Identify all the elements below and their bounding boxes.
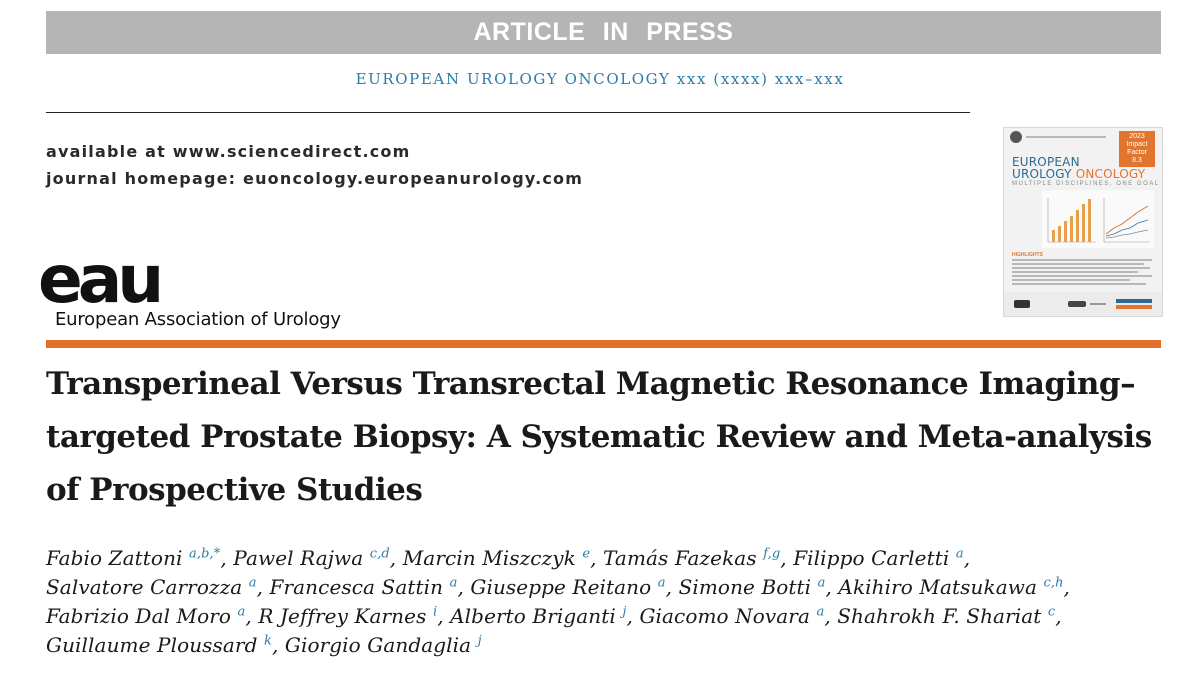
author-affiliation-link[interactable]: a [237,604,246,620]
author-affiliation-link[interactable]: i [432,604,438,620]
badge-year: 2023 [1129,133,1145,140]
author-entry [793,546,964,570]
author-name[interactable]: Fabrizio Dal Moro [46,604,232,628]
sciencedirect-link[interactable]: available at www.sciencedirect.com [46,142,411,161]
cover-highlight-line [1012,279,1130,281]
author-entry [258,604,437,628]
author-name[interactable]: Shahrokh F. Shariat [837,604,1042,628]
author-name[interactable]: Giuseppe Reitano [470,575,652,599]
author-entry [46,546,220,570]
author-entry [270,575,458,599]
author-entry [46,575,257,599]
author-affiliation-link[interactable]: k [263,633,272,649]
eau-logo-text: eau [38,250,160,308]
cover-title-line1: EUROPEAN [1012,155,1080,169]
journal-citation-line: EUROPEAN UROLOGY ONCOLOGY xxx (xxxx) xxx–xxx [355,70,845,88]
author-name[interactable]: Francesca Sattin [269,575,444,599]
cover-highlight-line [1012,275,1152,277]
author-name[interactable]: Fabio Zattoni [46,546,183,570]
elsevier-tree-icon [1010,131,1022,143]
cover-highlight-line [1012,259,1152,261]
author-entry [679,575,826,599]
publisher-name: European Association of Urology [55,309,341,330]
cover-footer-logos-icon [1004,292,1162,316]
article-in-press-banner: ARTICLE IN PRESS [46,11,1161,54]
journal-cover-thumbnail[interactable] [1003,127,1163,317]
author-affiliation-link[interactable]: a [248,575,257,591]
author-entry [837,604,1055,628]
author-name[interactable]: Tamás Fazekas [603,546,757,570]
cover-subtitle: MULTIPLE DISCIPLINES, ONE GOAL [1012,181,1160,187]
author-entry [450,604,626,628]
author-entry [403,546,590,570]
author-list: Fabio Zattoni $^{a,b,*}$, Pawel Rajwa $^{c,d}$, Marcin Miszczyk $^e$, Tamás Fazekas $^{f,g}$, Filippo Carletti $^a$, Salvatore Carrozza $^a$, Francesca Sattin $^a$, Giuseppe Reitano $^a$, Simone Botti $^a$, Akihiro Matsukawa $^{c,h}$, Fabrizio Dal Moro $^a$, R Jeffrey Karnes $^i$, Alberto Briganti $^j$, Giacomo Novara $^a$, Shahrokh F. Shariat $^c$, Guillaume Ploussard $^k$, Giorgio Gandaglia $^j$ [46,546,1071,657]
author-affiliation-link[interactable]: a [657,575,666,591]
author-name[interactable]: Giorgio Gandaglia [284,633,472,657]
author-affiliation-link[interactable]: f,g [763,546,781,562]
author-name[interactable]: Alberto Briganti [450,604,616,628]
author-name[interactable]: Salvatore Carrozza [46,575,243,599]
cover-title-urology: UROLOGY [1012,167,1076,181]
article-title: Transperineal Versus Transrectal Magnetic Resonance Imaging–targeted Prostate Biopsy: A Systematic Review and Meta-analysis of Prospective Studies [46,366,1152,508]
author-entry [46,633,272,657]
author-name[interactable]: Simone Botti [678,575,812,599]
cover-title-oncology: ONCOLOGY [1075,167,1146,181]
author-entry [233,546,390,570]
author-entry [46,604,245,628]
author-name[interactable]: Filippo Carletti [793,546,950,570]
author-affiliation-link[interactable]: e [582,546,591,562]
cover-highlights-label: HIGHLIGHTS [1012,252,1043,258]
author-affiliation-link[interactable]: a [449,575,458,591]
author-affiliation-link[interactable]: a [955,546,964,562]
author-entry [838,575,1063,599]
cover-highlight-line [1012,283,1146,285]
author-affiliation-link[interactable]: j [477,633,482,649]
author-entry [470,575,665,599]
author-affiliation-link[interactable]: a,b,* [189,546,221,562]
author-name[interactable]: R Jeffrey Karnes [258,604,427,628]
author-entry [603,546,780,570]
cover-header-line [1026,136,1106,138]
author-entry [639,604,824,628]
author-entry [285,633,482,657]
badge-value: 8.3 [1132,157,1142,164]
author-affiliation-link[interactable]: c,h [1043,575,1064,591]
cover-highlight-line [1012,263,1144,265]
author-affiliation-link[interactable]: c [1047,604,1056,620]
title-accent-rule [46,340,1161,348]
author-affiliation-link[interactable]: a [816,604,825,620]
author-affiliation-link[interactable]: c,d [369,546,390,562]
cover-highlight-line [1012,267,1150,269]
eau-logo-icon [38,250,188,308]
author-affiliation-link[interactable]: a [817,575,826,591]
author-name[interactable]: Pawel Rajwa [233,546,364,570]
header-divider [46,112,970,113]
author-name[interactable]: Marcin Miszczyk [402,546,576,570]
journal-homepage-link[interactable]: journal homepage: euoncology.europeanurology.com [46,169,584,188]
author-affiliation-link[interactable]: j [622,604,627,620]
badge-line-factor: Factor [1127,149,1147,156]
badge-line-impact: Impact [1126,141,1148,148]
cover-figure-icon [1042,190,1154,248]
author-name[interactable]: Akihiro Matsukawa [838,575,1037,599]
author-name[interactable]: Giacomo Novara [639,604,810,628]
author-name[interactable]: Guillaume Ploussard [46,633,258,657]
cover-journal-title [1012,156,1145,180]
cover-highlight-line [1012,271,1138,273]
